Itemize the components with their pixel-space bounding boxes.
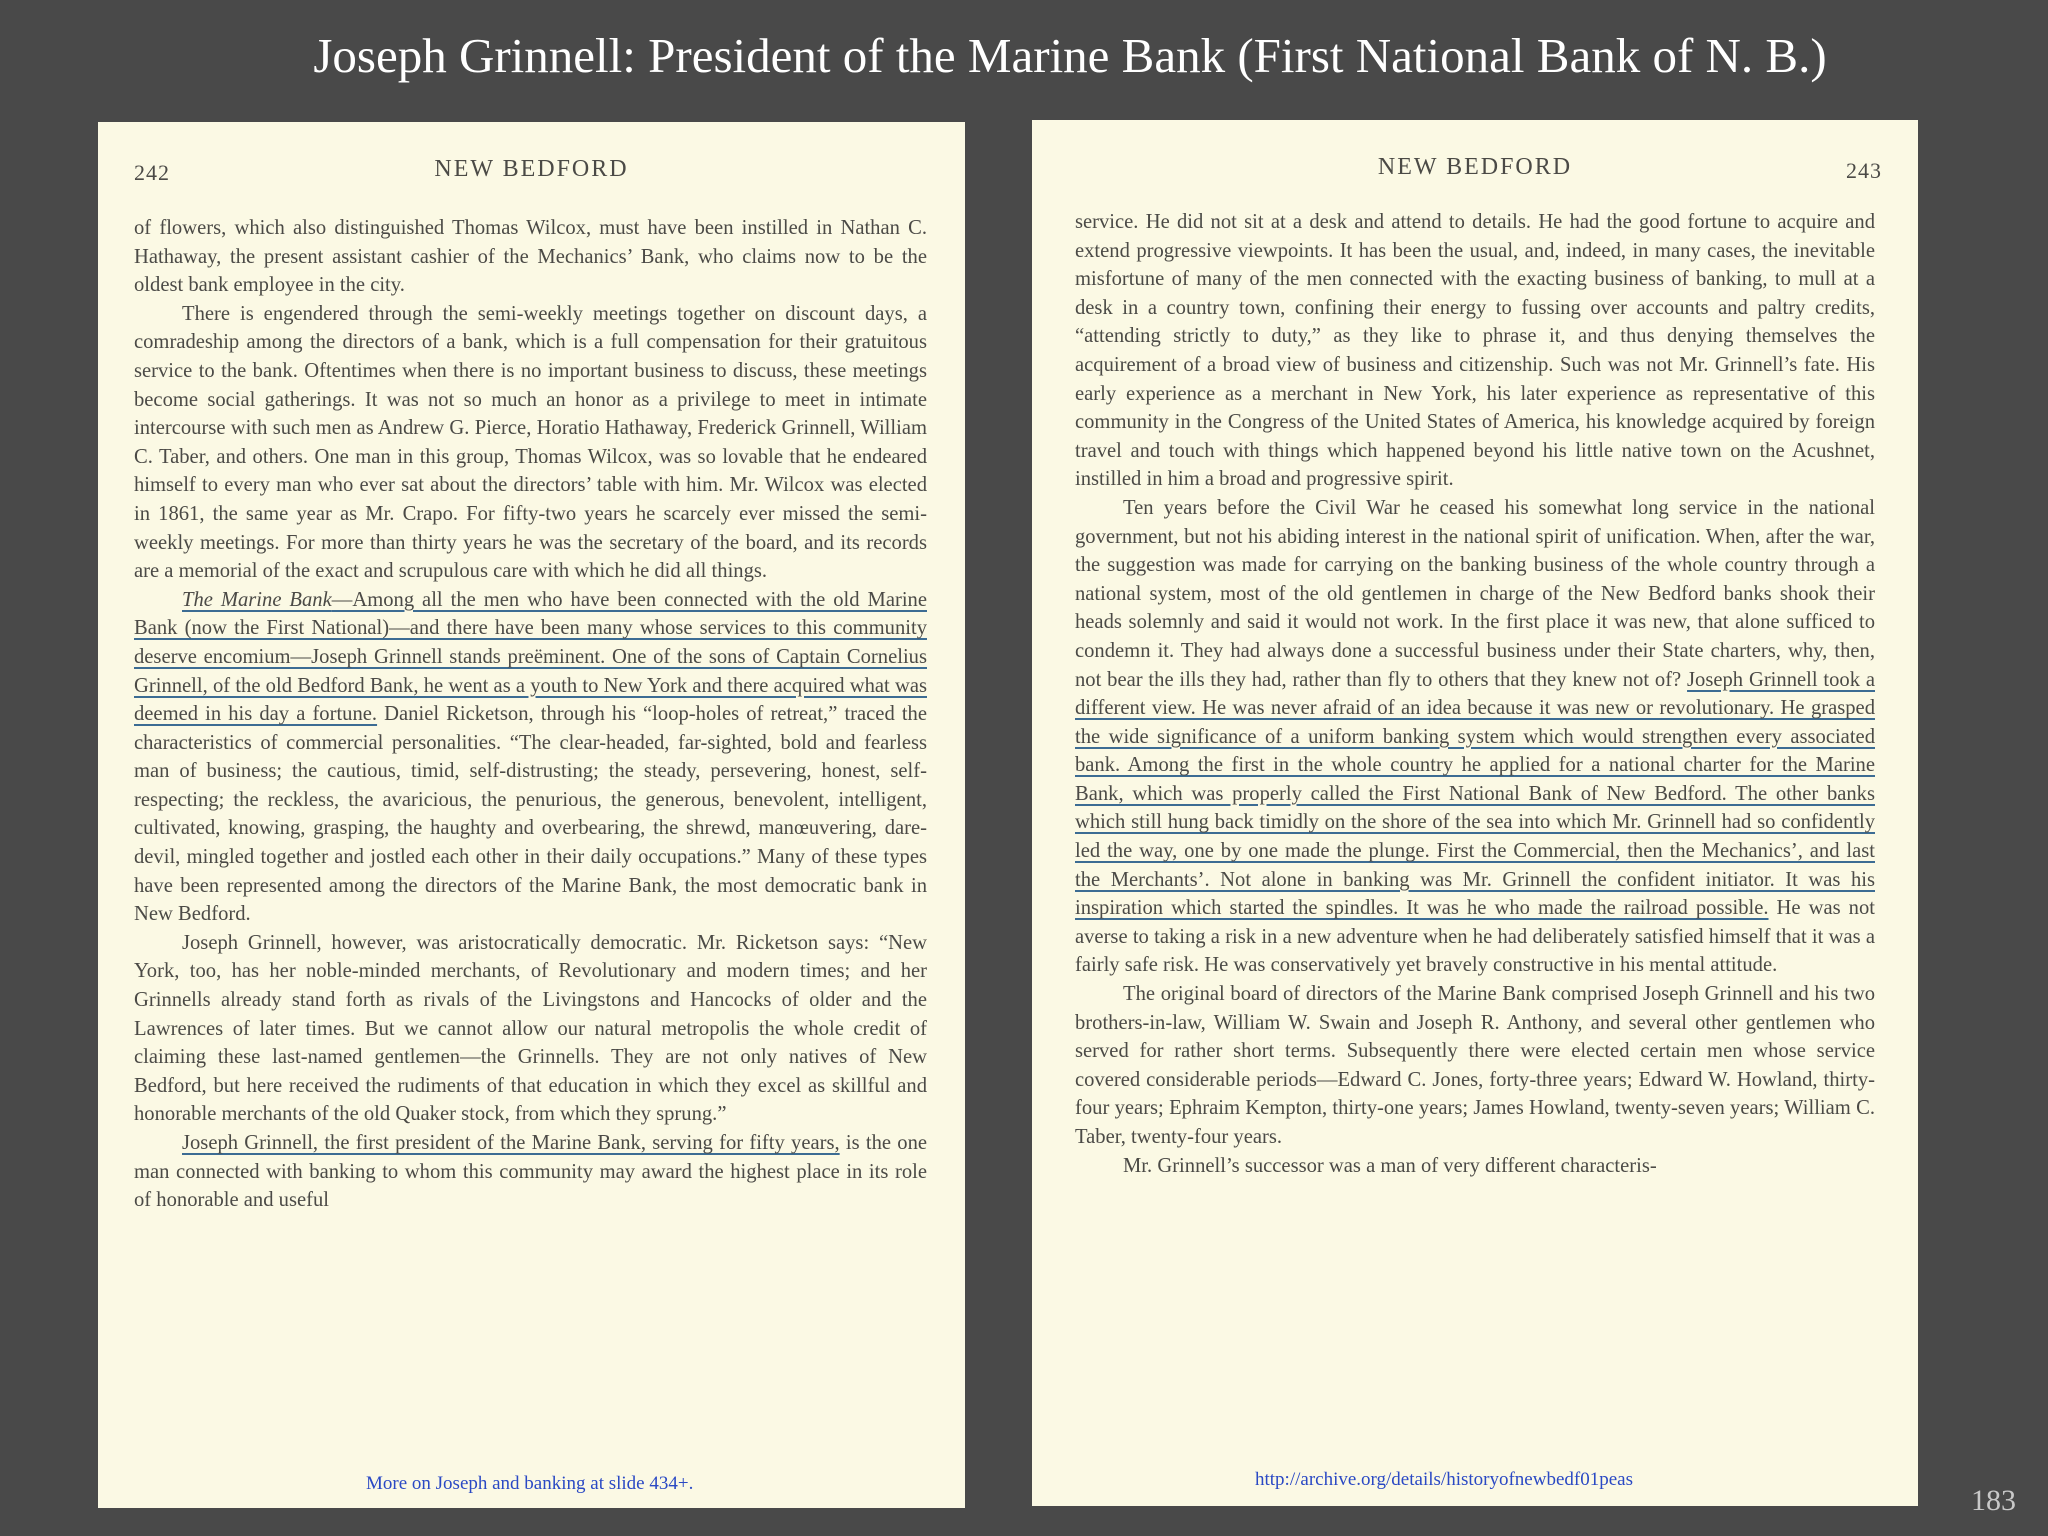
paragraph-continuation: He was not averse to taking a risk in a new adventure when he had deliberately satisfied himself that it was a fairly safe risk. He was conservatively yet bravely constructive in his mental attitude. [1075,897,1875,977]
book-page-right [1032,120,1918,1506]
page-header-right [1032,154,1918,186]
running-head-left: NEW BEDFORD [434,156,629,182]
underlined-passage: —Among all the men who have been connected with the old Marine Bank (now the First National)—and there have been many whose services to this community deserve encomium—Joseph Grinnell stands preëminent. One of the sons of Captain Cornelius Grinnell, of the old Bedford Bank, he went as a youth to New York and there acquired what was deemed in his day a fortune. [134,588,927,726]
book-page-left [98,122,965,1508]
page-body-right [1075,208,1875,1180]
paragraph-continuation: Daniel Ricketson, through his “loop-holes of retreat,” traced the characteristics of commercial personalities. “The clear-headed, far-sighted, bold and fearless man of business; the cautious, timid, self-distrusting; the steady, persevering, honest, self-respecting; the reckless, the avaricious, the penurious, the generous, benevolent, intelligent, cultivated, knowing, grasping, the haughty and overbearing, the shrewd, manœuvering, dare-devil, mingled together and jostled each other in their daily occupations.” Many of these types have been represented among the directors of the Marine Bank, the most democratic bank in New Bedford. [134,703,927,926]
paragraph-continuation: is the one man connected with banking to whom this community may award the highest place in its role of honorable and useful [134,1132,928,1212]
slide-number: 183 [1971,1484,2016,1517]
page-header-left [98,156,965,188]
paragraph: Mr. Grinnell’s successor was a man of very different characteris- [1123,1154,1657,1177]
running-head-right: NEW BEDFORD [1377,154,1573,180]
slide-title: Joseph Grinnell: President of the Marine Bank (First National Bank of N. B.) [313,28,1827,83]
paragraph-marine-bank [134,586,927,929]
paragraph: of flowers, which also distinguished Thomas Wilcox, must have been instilled in Nathan C. Hathaway, the present assistant cashier of the Mechanics’ Bank, who claims now to be the oldest bank employee in the city. [134,217,927,297]
slide-reference-note: More on Joseph and banking at slide 434+. [366,1473,694,1494]
paragraph: service. He did not sit at a desk and attend to details. He had the good fortune to acquire and extend progressive viewpoints. It has been the usual, and, indeed, in many cases, the inevitable misfortune of many of the men connected with the exacting business of banking, to mull at a desk in a country town, confining their energy to fussing over accounts and paltry credits, “attending strictly to duty,” as they like to phrase it, and thus denying themselves the acquirement of a broad view of business and citizenship. Such was not Mr. Grinnell’s fate. His early experience as a merchant in New York, his later experience as representative of this community in the Congress of the United States of America, his knowledge acquired by foreign travel and touch with things which happened beyond his little native town on the Acushnet, instilled in him a broad and progressive spirit. [1075,211,1875,491]
page-body-left [134,214,927,1215]
section-heading-marine-bank: The Marine Bank [182,588,332,611]
source-link[interactable]: http://archive.org/details/historyofnewbedf01peas [1255,1469,1633,1490]
paragraph: Joseph Grinnell, however, was aristocratically democratic. Mr. Ricketson says: “New York, too, has her noble-minded merchants, of Revolutionary and modern times; and her Grinnells already stand forth as rivals of the Livingstons and Hancocks of older and the Lawrences of later times. But we cannot allow our natural metropolis the whole credit of claiming these last-named gentlemen—the Grinnells. They are not only natives of New Bedford, but here received the rudiments of that education in which they excel as skillful and honorable merchants of the old Quaker stock, from which they sprung.” [134,931,927,1126]
page-number-right: 243 [1846,158,1882,183]
paragraph-start: Ten years before the Civil War he ceased his somewhat long service in the national government, but not his abiding interest in the national spirit of unification. When, after the war, the suggestion was made for carrying on the banking business of the whole country through a national system, most of the old gentlemen in charge of the New Bedford banks shook their heads solemnly and said it would not work. In the first place it was new, that alone sufficed to condemn it. They had always done a successful business under their State charters, why, then, not bear the ills they had, rather than fly to others that they knew not of? [1075,496,1875,691]
paragraph: The original board of directors of the Marine Bank comprised Joseph Grinnell and his two brothers-in-law, William W. Swain and Joseph R. Anthony, and several other gentlemen who served for rather short terms. Subsequently there were elected certain men whose service covered considerable periods—Edward C. Jones, forty-three years; Edward W. Howland, thirty-four years; Ephraim Kempton, thirty-one years; James Howland, twenty-seven years; William C. Taber, twenty-four years. [1075,983,1875,1148]
paragraph-first-president [134,1129,927,1215]
underlined-passage: Joseph Grinnell took a different view. He was never afraid of an idea because it was new or revolutionary. He grasped the wide significance of a uniform banking system which would strengthen every associated bank. Among the first in the whole country he applied for a national charter for the Marine Bank, which was properly called the First National Bank of New Bedford. The other banks which still hung back timidly on the shore of the sea into which Mr. Grinnell had so confidently led the way, one by one made the plunge. First the Commercial, then the Mechanics’, and last the Merchants’. Not alone in banking was Mr. Grinnell the confident initiator. It was his inspiration which started the spindles. It was he who made the railroad possible. [1075,668,1875,920]
paragraph: There is engendered through the semi-weekly meetings together on discount days, a comradeship among the directors of a bank, which is a full compensation for their gratuitous service to the bank. Oftentimes when there is no important business to discuss, these meetings become social gatherings. It was not so much an honor as a privilege to meet in intimate intercourse with such men as Andrew G. Pierce, Horatio Hathaway, Frederick Grinnell, William C. Taber, and others. One man in this group, Thomas Wilcox, was so lovable that he endeared himself to every man who ever sat about the directors’ table with him. Mr. Wilcox was elected in 1861, the same year as Mr. Crapo. For fifty-two years he scarcely ever missed the semi-weekly meetings. For more than thirty years he was the secretary of the board, and its records are a memorial of the exact and scrupulous care with which he did all things. [134,302,927,583]
page-number-left: 242 [134,160,170,185]
paragraph-national-system [1075,494,1875,980]
underlined-passage: Joseph Grinnell, the first president of the Marine Bank, serving for fifty years, [182,1132,840,1154]
